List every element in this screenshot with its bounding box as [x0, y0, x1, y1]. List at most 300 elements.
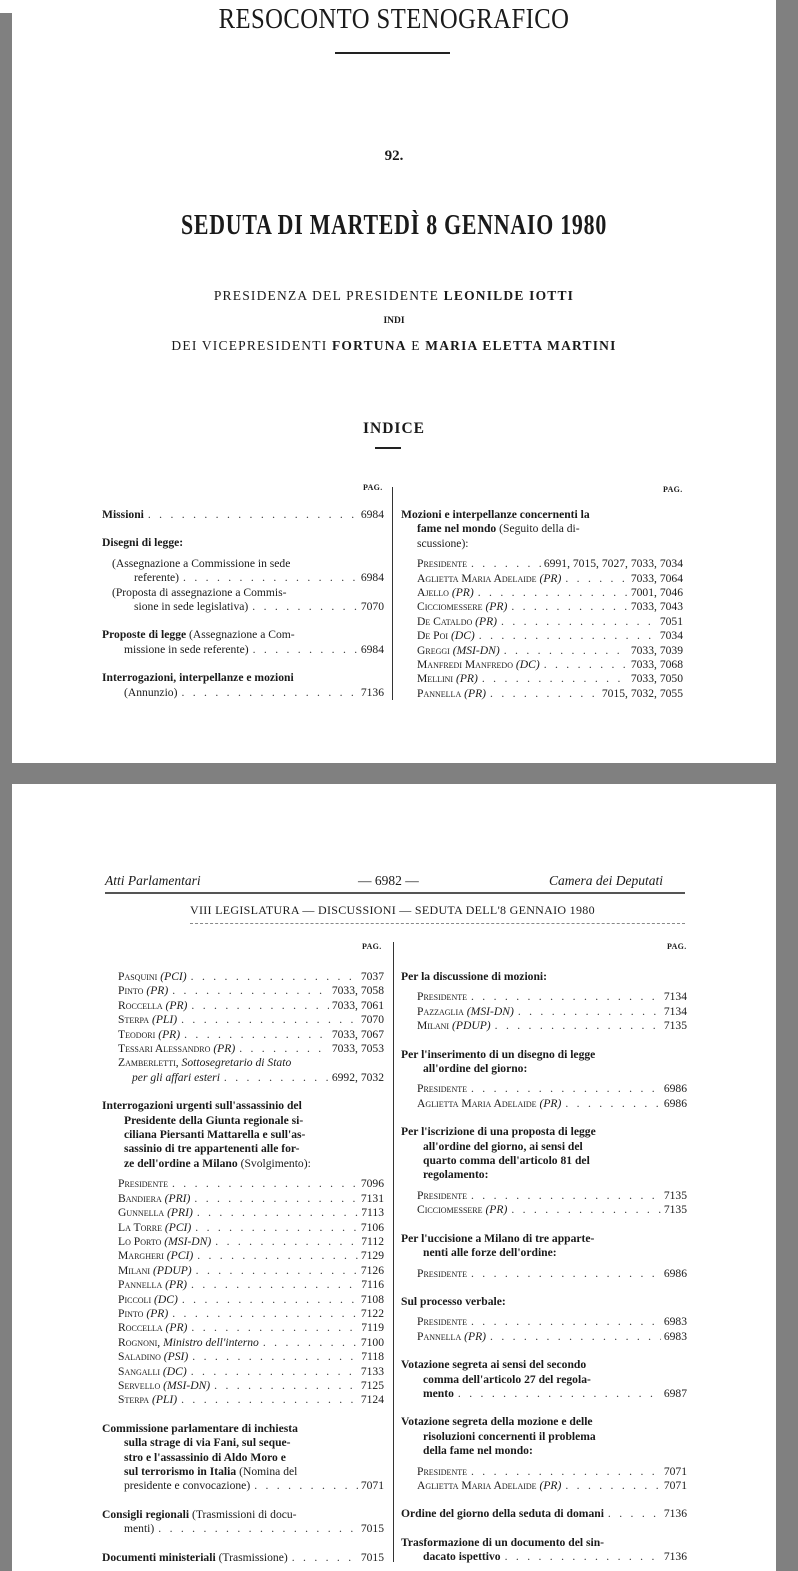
speaker-party: (PRI) — [164, 1191, 191, 1205]
speaker-entry[interactable] — [102, 984, 384, 998]
index-entry-documenti[interactable] — [102, 1551, 384, 1565]
page-ref[interactable]: 7033, 7039 — [630, 643, 683, 657]
speaker-name: Milani — [417, 1019, 450, 1033]
page-separator — [0, 763, 798, 784]
page-ref[interactable]: 6986 — [663, 1096, 687, 1110]
speaker-name: Zamberletti, — [118, 1056, 179, 1070]
speaker-entry[interactable] — [401, 572, 683, 586]
page-ref[interactable]: 7033, 7050 — [630, 672, 683, 686]
vice-and: E — [406, 338, 426, 353]
page-ref[interactable]: 7033, 7067 — [331, 1027, 384, 1041]
entry-title: fame nel mondo — [417, 522, 497, 536]
page-ref[interactable]: 7033, 7053 — [331, 1042, 384, 1056]
speaker-name: De Poi — [417, 629, 449, 643]
speaker-list — [401, 557, 683, 701]
entry-title — [401, 970, 687, 984]
page-ref[interactable]: 7015 — [360, 1550, 384, 1564]
speaker-entry[interactable] — [102, 1028, 384, 1042]
speaker-entry[interactable] — [102, 1365, 384, 1379]
speaker-name: Pazzaglia — [417, 1004, 464, 1018]
speaker-name: De Cataldo — [417, 614, 473, 628]
speaker-entry[interactable] — [102, 1235, 384, 1249]
index-entry-interrogazioni[interactable] — [102, 671, 384, 700]
page-ref[interactable]: 6991, 7015, 7027, 7033, 7034 — [543, 557, 683, 571]
page-ref[interactable]: 7135 — [663, 1019, 687, 1033]
speaker-name: Gunnella — [118, 1206, 165, 1220]
speaker-entry[interactable] — [401, 672, 683, 686]
speaker-name: Pannella — [118, 1278, 163, 1292]
page-ref[interactable]: 7033, 7064 — [630, 571, 683, 585]
index-section[interactable] — [401, 1232, 687, 1281]
entry-text: (Seguito della di- — [496, 522, 580, 536]
speaker-list — [102, 970, 384, 1056]
page-ref[interactable]: 7125 — [360, 1378, 384, 1392]
page-ref[interactable]: 7037 — [360, 970, 384, 983]
speaker-party: (MSI-DN) — [164, 1234, 212, 1248]
pag-label-left: PAG. — [363, 483, 383, 492]
speaker-entry[interactable] — [401, 1189, 687, 1203]
speaker-party: (PLI) — [151, 1013, 178, 1027]
page-ref[interactable]: 6984 — [360, 642, 384, 656]
speaker-name: Pinto — [118, 1306, 144, 1320]
speaker-entry[interactable] — [401, 1019, 687, 1033]
page-ref[interactable]: 7133 — [360, 1364, 384, 1378]
index-right-column — [401, 508, 683, 701]
speaker-party: (DC) — [162, 1364, 187, 1378]
speaker-list — [401, 1267, 687, 1281]
entry-title-line: Per la discussione di mozioni: — [401, 970, 548, 983]
speaker-name: Presidente — [118, 1177, 168, 1191]
page-ref[interactable]: 6983 — [663, 1315, 687, 1329]
speaker-party: (PCI) — [164, 1220, 192, 1234]
page-ref[interactable]: 7096 — [360, 1177, 384, 1191]
page-ref[interactable]: 6984 — [360, 508, 384, 521]
speaker-entry[interactable] — [401, 1082, 687, 1096]
speaker-party: (MSI-DN) — [452, 643, 500, 657]
viewer-gutter-left — [0, 13, 12, 1571]
entry-title: Missioni — [102, 508, 144, 521]
page-ref[interactable]: 7033, 7058 — [331, 984, 384, 998]
speaker-entry[interactable] — [401, 615, 683, 629]
entry-title-line: quarto comma dell'articolo 81 del — [423, 1154, 590, 1168]
page-ref[interactable]: 6987 — [663, 1386, 687, 1400]
speaker-name: Sterpa — [118, 1393, 150, 1407]
section-list — [401, 970, 687, 1344]
index-entry-disegni-1[interactable] — [102, 557, 384, 586]
speaker-entry[interactable] — [401, 1203, 687, 1217]
speaker-entry[interactable] — [102, 1393, 384, 1407]
index-entry-votazione-fame[interactable] — [401, 1415, 687, 1458]
speaker-party: (PCI) — [160, 970, 187, 983]
speaker-entry[interactable] — [102, 1379, 384, 1393]
speaker-party: (PR) — [165, 1321, 188, 1335]
entry-text: (Assegnazione a Commissione in sede — [112, 556, 291, 570]
index-entry-proposte[interactable] — [102, 628, 384, 657]
index-section[interactable] — [401, 1125, 687, 1217]
page-ref[interactable]: 7119 — [361, 1321, 384, 1335]
speaker-name: Servello — [118, 1378, 161, 1392]
index-entry-interrogazioni-urgenti[interactable] — [102, 1099, 384, 1171]
speaker-entry[interactable] — [401, 1315, 687, 1329]
index-entry-commissione[interactable] — [102, 1422, 384, 1494]
page-ref[interactable]: 7136 — [663, 1507, 687, 1521]
speaker-party: (MSI-DN) — [163, 1378, 211, 1392]
entry-title: Ordine del giorno della seduta di domani — [401, 1507, 604, 1521]
speaker-name: Manfredi Manfredo — [417, 658, 513, 672]
speaker-name: Milani — [118, 1263, 151, 1277]
page-ref[interactable]: 7135 — [663, 1188, 687, 1202]
speaker-name: Bandiera — [118, 1191, 162, 1205]
speaker-entry[interactable] — [401, 1097, 687, 1111]
speaker-party: (PR) — [165, 998, 188, 1012]
speaker-name: Sterpa — [118, 1013, 150, 1027]
page-ref[interactable]: 7131 — [360, 1191, 384, 1205]
document-page-2 — [12, 784, 776, 1571]
entry-title-line: Per l'iscrizione di una proposta di legge — [401, 1125, 596, 1139]
entry-title — [401, 1125, 687, 1183]
speaker-entry[interactable] — [401, 586, 683, 600]
page-ref[interactable]: 7071 — [663, 1478, 687, 1492]
speaker-party: (PR) — [475, 614, 498, 628]
page-ref[interactable]: 7015, 7032, 7055 — [601, 686, 683, 700]
speaker-name: Presidente — [417, 1315, 467, 1329]
speaker-party: (DC) — [450, 629, 475, 643]
page-ref[interactable]: 7033, 7068 — [630, 658, 683, 672]
speaker-entry[interactable] — [102, 1249, 384, 1263]
speaker-entry[interactable] — [102, 1192, 384, 1206]
entry-title-line: sulla strage di via Fani, sul seque- — [124, 1436, 291, 1450]
entry-text: menti) — [124, 1522, 155, 1536]
entry-text: (Assegnazione a Com- — [186, 628, 295, 642]
speaker-zamberletti[interactable] — [102, 1056, 384, 1085]
index-section[interactable] — [401, 1048, 687, 1112]
entry-title: Proposte di legge — [102, 628, 187, 642]
index-entry-ordine-del-giorno[interactable] — [401, 1507, 687, 1521]
speaker-name: Presidente — [417, 1082, 467, 1096]
speaker-name: Aglietta Maria Adelaide — [417, 1096, 537, 1110]
entry-text: referente) — [134, 571, 180, 585]
entry-title-line: all'ordine del giorno: — [423, 1062, 528, 1076]
speaker-party: (MSI-DN) — [466, 1004, 514, 1018]
entry-title — [401, 1295, 687, 1309]
entry-title: comma dell'articolo 27 del regola- — [423, 1372, 591, 1386]
running-header-page-number: — 6982 — — [358, 873, 419, 888]
entry-title-line: della fame nel mondo: — [423, 1444, 533, 1458]
index-entry-votazione-articolo-27[interactable] — [401, 1358, 687, 1401]
speaker-name: Presidente — [417, 1464, 467, 1478]
page-ref[interactable]: 7122 — [360, 1306, 384, 1320]
speaker-party: (PR) — [539, 1096, 562, 1110]
page-ref[interactable]: 7034 — [659, 629, 683, 643]
entry-text: (Trasmissioni di docu- — [189, 1507, 297, 1521]
entry-title — [401, 1232, 687, 1261]
page-ref[interactable]: 7124 — [360, 1393, 384, 1407]
speaker-party: (DC) — [154, 1292, 178, 1306]
entry-title-line: regolamento: — [423, 1168, 489, 1182]
page-ref[interactable]: 7135 — [663, 1203, 687, 1217]
entry-title-line: Interrogazioni urgenti sull'assassinio del — [102, 1099, 302, 1113]
speaker-name: Piccoli — [118, 1292, 152, 1306]
speaker-party: (PRI) — [167, 1206, 193, 1220]
speaker-name: Cicciomessere — [417, 1203, 483, 1217]
page-ref[interactable]: 7129 — [360, 1249, 384, 1263]
pag-label-right: PAG. — [667, 942, 687, 951]
speaker-entry[interactable] — [401, 687, 683, 701]
speaker-party: (PR) — [539, 571, 562, 585]
entry-text: (Nomina del — [236, 1465, 298, 1478]
speaker-name: Pinto — [118, 984, 144, 998]
index-right-column — [401, 970, 687, 1565]
speaker-name: La Torre — [118, 1220, 162, 1234]
speaker-name: Presidente — [417, 1188, 467, 1202]
page-ref[interactable]: 7100 — [360, 1335, 384, 1349]
page-ref[interactable]: 7116 — [361, 1278, 384, 1292]
entry-title-line: ciliana Piersanti Mattarella e sull'as- — [124, 1128, 306, 1142]
speaker-entry[interactable] — [102, 1177, 384, 1191]
index-entry-mozioni[interactable] — [401, 508, 683, 551]
page-ref[interactable]: 6984 — [360, 571, 384, 585]
speaker-party: (PR) — [213, 1042, 236, 1056]
speaker-entry[interactable] — [102, 1206, 384, 1220]
entry-title — [401, 1415, 687, 1458]
entry-text: (Trasmissione) — [215, 1550, 288, 1564]
page-ref[interactable]: 7071 — [360, 1479, 384, 1493]
speaker-name: Ajello — [417, 586, 449, 600]
speaker-list — [401, 1465, 687, 1494]
speaker-entry[interactable] — [401, 990, 687, 1004]
speaker-entry[interactable] — [102, 1336, 384, 1350]
entry-title: Trasformazione di un documento del sin- — [401, 1535, 605, 1549]
page-ref[interactable]: 7051 — [659, 614, 683, 628]
index-entry-disegni-2[interactable] — [102, 586, 384, 615]
speaker-list — [401, 1189, 687, 1218]
entry-title-line: all'ordine del giorno, ai sensi del — [423, 1139, 583, 1153]
speaker-party: (PR) — [146, 1306, 169, 1320]
entry-text: missione in sede referente) — [124, 642, 249, 656]
page-ref[interactable]: 7112 — [361, 1234, 384, 1248]
speaker-entry[interactable] — [401, 658, 683, 672]
speaker-name: Cicciomessere — [417, 600, 483, 614]
speaker-entry[interactable] — [401, 557, 683, 571]
column-divider — [392, 487, 393, 700]
column-divider — [393, 942, 394, 1562]
index-left-column — [102, 970, 384, 1565]
speaker-name: Pannella — [417, 1329, 462, 1343]
entry-title-line: Sul processo verbale: — [401, 1294, 506, 1308]
entry-title-line: sul terrorismo in Italia — [124, 1465, 237, 1478]
page-ref[interactable]: 7134 — [663, 1004, 687, 1018]
page-ref[interactable]: 7136 — [663, 1550, 687, 1564]
page-ref[interactable]: 7113 — [361, 1206, 384, 1220]
index-rule — [375, 447, 401, 449]
president-name: LEONILDE IOTTI — [443, 288, 575, 303]
speaker-party: (DC) — [515, 658, 540, 672]
entry-title-line: Votazione segreta della mozione e delle — [401, 1415, 593, 1429]
speaker-name: Teodori — [118, 1027, 156, 1041]
entry-title: Interrogazioni, interpellanze e mozioni — [102, 671, 294, 685]
speaker-name: Mellini — [417, 672, 454, 686]
header-rule — [105, 892, 685, 894]
speaker-name: Roccella — [118, 998, 163, 1012]
speaker-entry[interactable] — [102, 970, 384, 984]
page-ref[interactable]: 6992, 7032 — [331, 1070, 384, 1084]
speaker-party: (PCI) — [166, 1249, 194, 1263]
entry-title: Mozioni e interpellanze concernenti la — [401, 508, 590, 521]
speaker-name: Margheri — [118, 1249, 164, 1263]
entry-title-line: nenti alle forze dell'ordine: — [423, 1246, 557, 1260]
speaker-entry[interactable] — [102, 1013, 384, 1027]
speaker-party: (PLI) — [151, 1393, 178, 1407]
entry-title — [102, 1099, 384, 1171]
index-section[interactable] — [401, 1295, 687, 1344]
legislature-subheader: VIII LEGISLATURA — DISCUSSIONI — SEDUTA DELL'8 GENNAIO 1980 — [190, 903, 595, 917]
index-entry-consigli[interactable] — [102, 1508, 384, 1537]
speaker-name: Presidente — [417, 557, 467, 571]
entry-text: sione in sede legislativa) — [134, 600, 249, 614]
index-left-column — [102, 508, 384, 700]
document-page-1 — [12, 0, 776, 763]
speaker-party: (PR) — [464, 1329, 487, 1343]
viewer-scrollbar-track[interactable] — [776, 0, 798, 1571]
speaker-name: Greggi — [417, 643, 450, 657]
speaker-party: Ministro dell'interno — [163, 1335, 259, 1349]
speaker-party: (PR) — [165, 1278, 188, 1292]
title-rule — [335, 52, 450, 54]
speaker-name: Saladino — [118, 1350, 161, 1364]
entry-title — [102, 1422, 384, 1480]
speaker-party: (PR) — [464, 686, 487, 700]
page-ref[interactable]: 7108 — [360, 1292, 384, 1306]
page-ref[interactable]: 7071 — [663, 1464, 687, 1478]
page-ref[interactable]: 7070 — [360, 1013, 384, 1027]
page-ref[interactable]: 6983 — [663, 1329, 687, 1343]
pag-label-right: PAG. — [663, 485, 683, 494]
page-ref[interactable]: 7070 — [360, 600, 384, 614]
index-section[interactable] — [401, 970, 687, 1034]
speaker-name: Pasquini — [118, 970, 158, 983]
page-ref[interactable]: 7106 — [360, 1220, 384, 1234]
entry-title: Documenti ministeriali — [102, 1550, 216, 1564]
vice-prefix: DEI VICEPRESIDENTI — [171, 338, 332, 353]
speaker-party: (PDUP) — [153, 1263, 192, 1277]
speaker-entry[interactable] — [401, 1479, 687, 1493]
speaker-entry[interactable] — [102, 1264, 384, 1278]
index-entry-trasformazione[interactable] — [401, 1536, 687, 1565]
speaker-name: Sangalli — [118, 1364, 160, 1378]
page-ref[interactable]: 7136 — [360, 685, 384, 699]
entry-title-line: sassinio di tre appartenenti alle for- — [124, 1142, 300, 1156]
speaker-list — [401, 1315, 687, 1344]
entry-title-line: Presidente della Giunta regionale si- — [124, 1113, 304, 1127]
entry-text: scussione): — [417, 536, 469, 550]
vicepresidents-line — [12, 338, 776, 354]
speaker-party: (PR) — [485, 600, 508, 614]
running-header-right: Camera dei Deputati — [549, 873, 663, 888]
entry-title-line: stro e l'assassinio di Aldo Moro e — [124, 1450, 286, 1464]
entry-title: Votazione segreta ai sensi del secondo — [401, 1358, 587, 1372]
speaker-list — [102, 1177, 384, 1408]
speaker-entry[interactable] — [401, 1330, 687, 1344]
page-ref[interactable]: 7001, 7046 — [630, 586, 683, 600]
speaker-role: Sottosegretario di Stato — [178, 1056, 292, 1070]
index-heading: INDICE — [363, 420, 425, 437]
speaker-entry[interactable] — [102, 1042, 384, 1056]
page-ref[interactable]: 7033, 7061 — [331, 998, 384, 1012]
speaker-entry[interactable] — [401, 1465, 687, 1479]
speaker-entry[interactable] — [102, 1278, 384, 1292]
page-ref[interactable]: 7015 — [360, 1522, 384, 1536]
entry-title-line: ze dell'ordine a Milano — [124, 1156, 238, 1170]
speaker-entry[interactable] — [401, 1005, 687, 1019]
entry-title-line: Per l'uccisione a Milano di tre apparte- — [401, 1231, 595, 1245]
page-ref[interactable]: 7126 — [360, 1263, 384, 1277]
entry-title: mento — [423, 1386, 454, 1400]
entry-text: (Proposta di assegnazione a Commis- — [112, 585, 287, 599]
speaker-party: (PR) — [539, 1478, 562, 1492]
session-number: 92. — [384, 148, 404, 164]
speaker-party: (PDUP) — [452, 1019, 491, 1033]
session-title: SEDUTA DI MARTEDÌ 8 GENNAIO 1980 — [180, 210, 608, 241]
speaker-party: (PR) — [451, 586, 474, 600]
page-ref[interactable]: 6986 — [663, 1082, 687, 1096]
page-ref[interactable]: 6986 — [663, 1266, 687, 1280]
speaker-entry[interactable] — [401, 600, 683, 614]
speaker-name: Rognoni, — [118, 1335, 161, 1349]
entry-title: dacato ispettivo — [423, 1550, 501, 1564]
speaker-party: (PR) — [146, 984, 169, 998]
pag-label-left: PAG. — [362, 942, 382, 951]
vicepresident-1: FORTUNA — [331, 338, 407, 353]
page-ref[interactable]: 7033, 7043 — [630, 600, 683, 614]
entry-text: (Svolgimento): — [237, 1156, 311, 1170]
running-header-left: Atti Parlamentari — [105, 873, 201, 888]
speaker-party: (PR) — [455, 672, 478, 686]
entry-text: (Annunzio) — [124, 685, 178, 699]
speaker-party: (PR) — [485, 1203, 508, 1217]
entry-title-line: Per l'inserimento di un disegno di legge — [401, 1047, 596, 1061]
document-title: RESOCONTO STENOGRAFICO — [218, 4, 570, 35]
speaker-entry[interactable] — [401, 629, 683, 643]
speaker-entry[interactable] — [102, 1307, 384, 1321]
speaker-entry[interactable] — [102, 1293, 384, 1307]
page-ref[interactable]: 7134 — [663, 990, 687, 1004]
speaker-entry[interactable] — [102, 1350, 384, 1364]
vicepresident-2: MARIA ELETTA MARTINI — [425, 338, 617, 353]
speaker-party: (PR) — [158, 1027, 181, 1041]
speaker-name: Tessari Alessandro — [118, 1042, 211, 1056]
speaker-name: Aglietta Maria Adelaide — [417, 571, 537, 585]
speaker-name: Lo Porto — [118, 1234, 162, 1248]
speaker-entry[interactable] — [102, 1321, 384, 1335]
speaker-name: Aglietta Maria Adelaide — [417, 1478, 537, 1492]
speaker-list — [401, 1082, 687, 1111]
subheader-rule — [190, 923, 685, 925]
indi-label: INDI — [383, 316, 405, 326]
speaker-name: Roccella — [118, 1321, 163, 1335]
presidency-prefix: PRESIDENZA DEL PRESIDENTE — [213, 288, 444, 303]
page-ref[interactable]: 7118 — [361, 1350, 384, 1364]
speaker-entry[interactable] — [401, 644, 683, 658]
speaker-role: per gli affari esteri — [132, 1070, 220, 1084]
speaker-entry[interactable] — [102, 1221, 384, 1235]
entry-title-line: Commissione parlamentare di inchiesta — [102, 1421, 298, 1435]
index-entry-missioni[interactable] — [102, 508, 384, 522]
speaker-name: Presidente — [417, 1266, 467, 1280]
entry-text: presidente e convocazione) — [124, 1479, 251, 1493]
speaker-entry[interactable] — [401, 1267, 687, 1281]
speaker-name: Pannella — [417, 686, 462, 700]
speaker-entry[interactable] — [102, 999, 384, 1013]
